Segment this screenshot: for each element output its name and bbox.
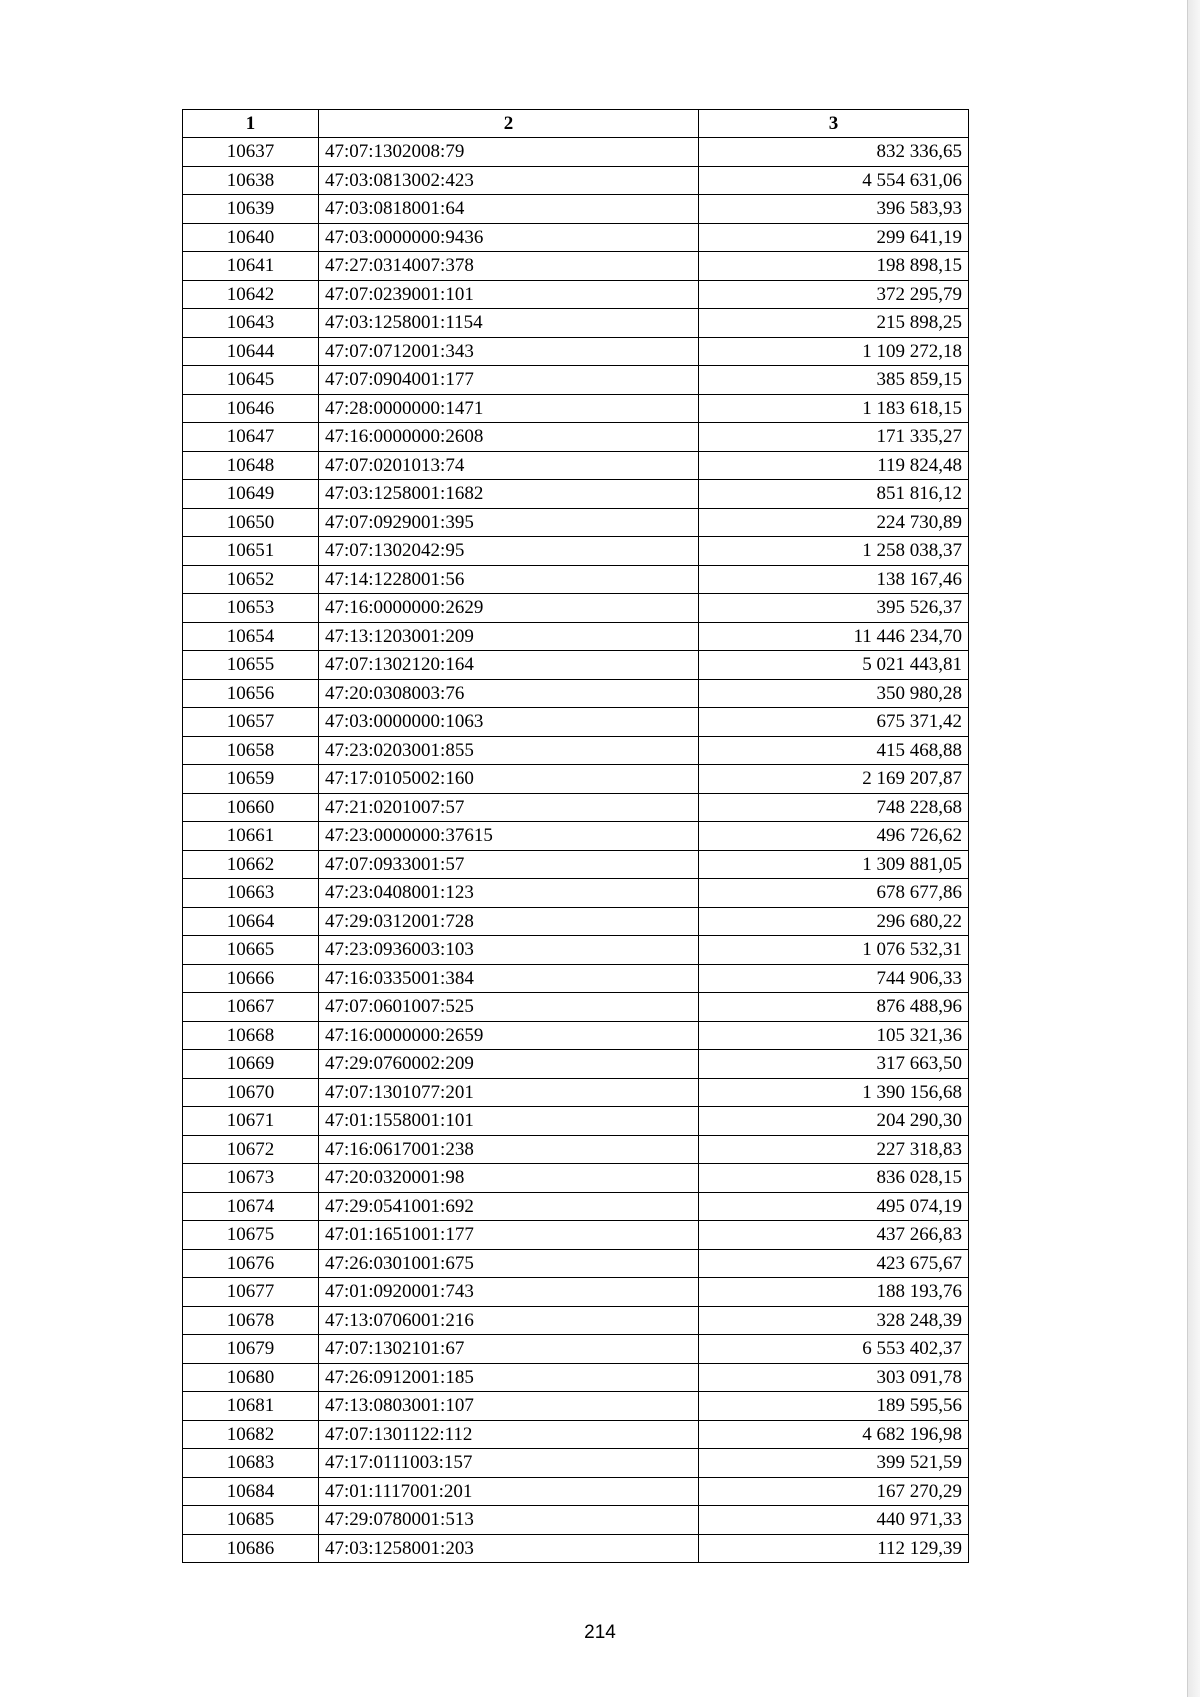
row-number-cell: 10680 (183, 1363, 319, 1392)
value-cell: 675 371,42 (699, 708, 969, 737)
row-number-cell: 10666 (183, 964, 319, 993)
row-number-cell: 10684 (183, 1477, 319, 1506)
value-cell: 1 109 272,18 (699, 337, 969, 366)
cadastral-number-cell: 47:03:1258001:1682 (319, 480, 699, 509)
row-number-cell: 10645 (183, 366, 319, 395)
table-row (183, 252, 969, 281)
value-cell: 744 906,33 (699, 964, 969, 993)
value-cell: 215 898,25 (699, 309, 969, 338)
row-number-cell: 10672 (183, 1135, 319, 1164)
table-row (183, 1278, 969, 1307)
table-row (183, 480, 969, 509)
data-table (182, 109, 969, 1563)
value-cell: 2 169 207,87 (699, 765, 969, 794)
table-row (183, 1078, 969, 1107)
cadastral-number-cell: 47:07:1302042:95 (319, 537, 699, 566)
value-cell: 167 270,29 (699, 1477, 969, 1506)
row-number-cell: 10650 (183, 508, 319, 537)
row-number-cell: 10652 (183, 565, 319, 594)
value-cell: 1 390 156,68 (699, 1078, 969, 1107)
cadastral-number-cell: 47:16:0000000:2608 (319, 423, 699, 452)
value-cell: 678 677,86 (699, 879, 969, 908)
table-row (183, 366, 969, 395)
row-number-cell: 10674 (183, 1192, 319, 1221)
row-number-cell: 10676 (183, 1249, 319, 1278)
table-row (183, 138, 969, 167)
table-row (183, 1477, 969, 1506)
value-cell: 11 446 234,70 (699, 622, 969, 651)
cadastral-number-cell: 47:07:1302008:79 (319, 138, 699, 167)
cadastral-number-cell: 47:03:0818001:64 (319, 195, 699, 224)
row-number-cell: 10647 (183, 423, 319, 452)
table-row (183, 1164, 969, 1193)
table-row (183, 1506, 969, 1535)
table-row (183, 394, 969, 423)
cadastral-number-cell: 47:20:0308003:76 (319, 679, 699, 708)
page-number: 214 (584, 1622, 616, 1643)
row-number-cell: 10679 (183, 1335, 319, 1364)
value-cell: 112 129,39 (699, 1534, 969, 1563)
table-row (183, 822, 969, 851)
cadastral-number-cell: 47:01:0920001:743 (319, 1278, 699, 1307)
row-number-cell: 10669 (183, 1050, 319, 1079)
value-cell: 224 730,89 (699, 508, 969, 537)
value-cell: 1 258 038,37 (699, 537, 969, 566)
cadastral-number-cell: 47:07:1301077:201 (319, 1078, 699, 1107)
table-row (183, 964, 969, 993)
table-row (183, 993, 969, 1022)
table-row (183, 1392, 969, 1421)
row-number-cell: 10661 (183, 822, 319, 851)
table-row (183, 1050, 969, 1079)
value-cell: 296 680,22 (699, 907, 969, 936)
value-cell: 399 521,59 (699, 1449, 969, 1478)
value-cell: 437 266,83 (699, 1221, 969, 1250)
value-cell: 328 248,39 (699, 1306, 969, 1335)
value-cell: 171 335,27 (699, 423, 969, 452)
cadastral-number-cell: 47:21:0201007:57 (319, 793, 699, 822)
table-row (183, 708, 969, 737)
table-row (183, 1221, 969, 1250)
value-cell: 440 971,33 (699, 1506, 969, 1535)
cadastral-number-cell: 47:03:1258001:203 (319, 1534, 699, 1563)
row-number-cell: 10662 (183, 850, 319, 879)
table-row (183, 1363, 969, 1392)
value-cell: 395 526,37 (699, 594, 969, 623)
table-row (183, 1249, 969, 1278)
row-number-cell: 10670 (183, 1078, 319, 1107)
value-cell: 1 076 532,31 (699, 936, 969, 965)
row-number-cell: 10657 (183, 708, 319, 737)
cadastral-number-cell: 47:29:0760002:209 (319, 1050, 699, 1079)
table-row (183, 1107, 969, 1136)
column-header-1: 1 (183, 110, 319, 138)
value-cell: 5 021 443,81 (699, 651, 969, 680)
cadastral-number-cell: 47:23:0203001:855 (319, 736, 699, 765)
row-number-cell: 10659 (183, 765, 319, 794)
value-cell: 423 675,67 (699, 1249, 969, 1278)
cadastral-number-cell: 47:07:0712001:343 (319, 337, 699, 366)
cadastral-number-cell: 47:17:0105002:160 (319, 765, 699, 794)
value-cell: 227 318,83 (699, 1135, 969, 1164)
cadastral-number-cell: 47:26:0912001:185 (319, 1363, 699, 1392)
value-cell: 496 726,62 (699, 822, 969, 851)
value-cell: 832 336,65 (699, 138, 969, 167)
cadastral-number-cell: 47:16:0000000:2629 (319, 594, 699, 623)
row-number-cell: 10639 (183, 195, 319, 224)
cadastral-number-cell: 47:28:0000000:1471 (319, 394, 699, 423)
column-header-3: 3 (699, 110, 969, 138)
row-number-cell: 10646 (183, 394, 319, 423)
table-row (183, 793, 969, 822)
row-number-cell: 10651 (183, 537, 319, 566)
row-number-cell: 10677 (183, 1278, 319, 1307)
value-cell: 198 898,15 (699, 252, 969, 281)
table-row (183, 736, 969, 765)
table-row (183, 537, 969, 566)
value-cell: 372 295,79 (699, 280, 969, 309)
cadastral-number-cell: 47:16:0000000:2659 (319, 1021, 699, 1050)
table-row (183, 594, 969, 623)
cadastral-number-cell: 47:23:0000000:37615 (319, 822, 699, 851)
table-row (183, 1306, 969, 1335)
cadastral-number-cell: 47:07:0601007:525 (319, 993, 699, 1022)
table-row (183, 622, 969, 651)
row-number-cell: 10638 (183, 166, 319, 195)
row-number-cell: 10655 (183, 651, 319, 680)
table-row (183, 850, 969, 879)
table-row (183, 1420, 969, 1449)
table-row (183, 223, 969, 252)
cadastral-number-cell: 47:01:1117001:201 (319, 1477, 699, 1506)
cadastral-number-cell: 47:14:1228001:56 (319, 565, 699, 594)
cadastral-number-cell: 47:07:0929001:395 (319, 508, 699, 537)
value-cell: 299 641,19 (699, 223, 969, 252)
table-row (183, 1534, 969, 1563)
row-number-cell: 10640 (183, 223, 319, 252)
cadastral-number-cell: 47:07:1302120:164 (319, 651, 699, 680)
row-number-cell: 10665 (183, 936, 319, 965)
cadastral-number-cell: 47:20:0320001:98 (319, 1164, 699, 1193)
value-cell: 876 488,96 (699, 993, 969, 1022)
table-row (183, 936, 969, 965)
row-number-cell: 10642 (183, 280, 319, 309)
value-cell: 1 309 881,05 (699, 850, 969, 879)
row-number-cell: 10686 (183, 1534, 319, 1563)
value-cell: 6 553 402,37 (699, 1335, 969, 1364)
value-cell: 4 682 196,98 (699, 1420, 969, 1449)
row-number-cell: 10641 (183, 252, 319, 281)
table-row (183, 195, 969, 224)
table-row (183, 1449, 969, 1478)
table-body (183, 138, 969, 1563)
table-row (183, 166, 969, 195)
cadastral-number-cell: 47:07:0933001:57 (319, 850, 699, 879)
value-cell: 385 859,15 (699, 366, 969, 395)
cadastral-number-cell: 47:16:0617001:238 (319, 1135, 699, 1164)
value-cell: 204 290,30 (699, 1107, 969, 1136)
row-number-cell: 10668 (183, 1021, 319, 1050)
cadastral-number-cell: 47:01:1558001:101 (319, 1107, 699, 1136)
table-row (183, 565, 969, 594)
table-row (183, 508, 969, 537)
cadastral-number-cell: 47:27:0314007:378 (319, 252, 699, 281)
row-number-cell: 10637 (183, 138, 319, 167)
row-number-cell: 10649 (183, 480, 319, 509)
value-cell: 138 167,46 (699, 565, 969, 594)
cadastral-number-cell: 47:23:0936003:103 (319, 936, 699, 965)
row-number-cell: 10658 (183, 736, 319, 765)
row-number-cell: 10648 (183, 451, 319, 480)
cadastral-number-cell: 47:07:0239001:101 (319, 280, 699, 309)
table-row (183, 1335, 969, 1364)
column-header-2: 2 (319, 110, 699, 138)
cadastral-number-cell: 47:03:0813002:423 (319, 166, 699, 195)
cadastral-number-cell: 47:16:0335001:384 (319, 964, 699, 993)
value-cell: 189 595,56 (699, 1392, 969, 1421)
table-row (183, 1021, 969, 1050)
row-number-cell: 10643 (183, 309, 319, 338)
value-cell: 495 074,19 (699, 1192, 969, 1221)
row-number-cell: 10667 (183, 993, 319, 1022)
row-number-cell: 10671 (183, 1107, 319, 1136)
cadastral-number-cell: 47:29:0780001:513 (319, 1506, 699, 1535)
table-row (183, 1192, 969, 1221)
cadastral-number-cell: 47:07:0201013:74 (319, 451, 699, 480)
cadastral-number-cell: 47:03:1258001:1154 (319, 309, 699, 338)
row-number-cell: 10683 (183, 1449, 319, 1478)
value-cell: 350 980,28 (699, 679, 969, 708)
value-cell: 415 468,88 (699, 736, 969, 765)
row-number-cell: 10681 (183, 1392, 319, 1421)
value-cell: 4 554 631,06 (699, 166, 969, 195)
table-row (183, 280, 969, 309)
cadastral-number-cell: 47:26:0301001:675 (319, 1249, 699, 1278)
value-cell: 851 816,12 (699, 480, 969, 509)
cadastral-number-cell: 47:13:1203001:209 (319, 622, 699, 651)
row-number-cell: 10660 (183, 793, 319, 822)
value-cell: 317 663,50 (699, 1050, 969, 1079)
value-cell: 105 321,36 (699, 1021, 969, 1050)
cadastral-number-cell: 47:29:0312001:728 (319, 907, 699, 936)
cadastral-number-cell: 47:03:0000000:9436 (319, 223, 699, 252)
value-cell: 748 228,68 (699, 793, 969, 822)
row-number-cell: 10663 (183, 879, 319, 908)
value-cell: 396 583,93 (699, 195, 969, 224)
row-number-cell: 10664 (183, 907, 319, 936)
value-cell: 303 091,78 (699, 1363, 969, 1392)
cadastral-number-cell: 47:07:0904001:177 (319, 366, 699, 395)
cadastral-number-cell: 47:13:0706001:216 (319, 1306, 699, 1335)
table-row (183, 765, 969, 794)
row-number-cell: 10644 (183, 337, 319, 366)
table-row (183, 907, 969, 936)
cadastral-number-cell: 47:07:1302101:67 (319, 1335, 699, 1364)
row-number-cell: 10673 (183, 1164, 319, 1193)
cadastral-number-cell: 47:23:0408001:123 (319, 879, 699, 908)
table-row (183, 679, 969, 708)
cadastral-number-cell: 47:01:1651001:177 (319, 1221, 699, 1250)
table-row (183, 451, 969, 480)
header-row (183, 110, 969, 138)
value-cell: 1 183 618,15 (699, 394, 969, 423)
value-cell: 836 028,15 (699, 1164, 969, 1193)
cadastral-number-cell: 47:13:0803001:107 (319, 1392, 699, 1421)
cadastral-number-cell: 47:07:1301122:112 (319, 1420, 699, 1449)
value-cell: 188 193,76 (699, 1278, 969, 1307)
table-row (183, 309, 969, 338)
value-cell: 119 824,48 (699, 451, 969, 480)
table-row (183, 423, 969, 452)
cadastral-number-cell: 47:03:0000000:1063 (319, 708, 699, 737)
table-row (183, 337, 969, 366)
row-number-cell: 10654 (183, 622, 319, 651)
table-row (183, 879, 969, 908)
cadastral-number-cell: 47:17:0111003:157 (319, 1449, 699, 1478)
cadastral-number-cell: 47:29:0541001:692 (319, 1192, 699, 1221)
row-number-cell: 10678 (183, 1306, 319, 1335)
row-number-cell: 10653 (183, 594, 319, 623)
row-number-cell: 10656 (183, 679, 319, 708)
page-edge (1187, 0, 1200, 1697)
row-number-cell: 10685 (183, 1506, 319, 1535)
table-row (183, 651, 969, 680)
row-number-cell: 10675 (183, 1221, 319, 1250)
row-number-cell: 10682 (183, 1420, 319, 1449)
table-row (183, 1135, 969, 1164)
